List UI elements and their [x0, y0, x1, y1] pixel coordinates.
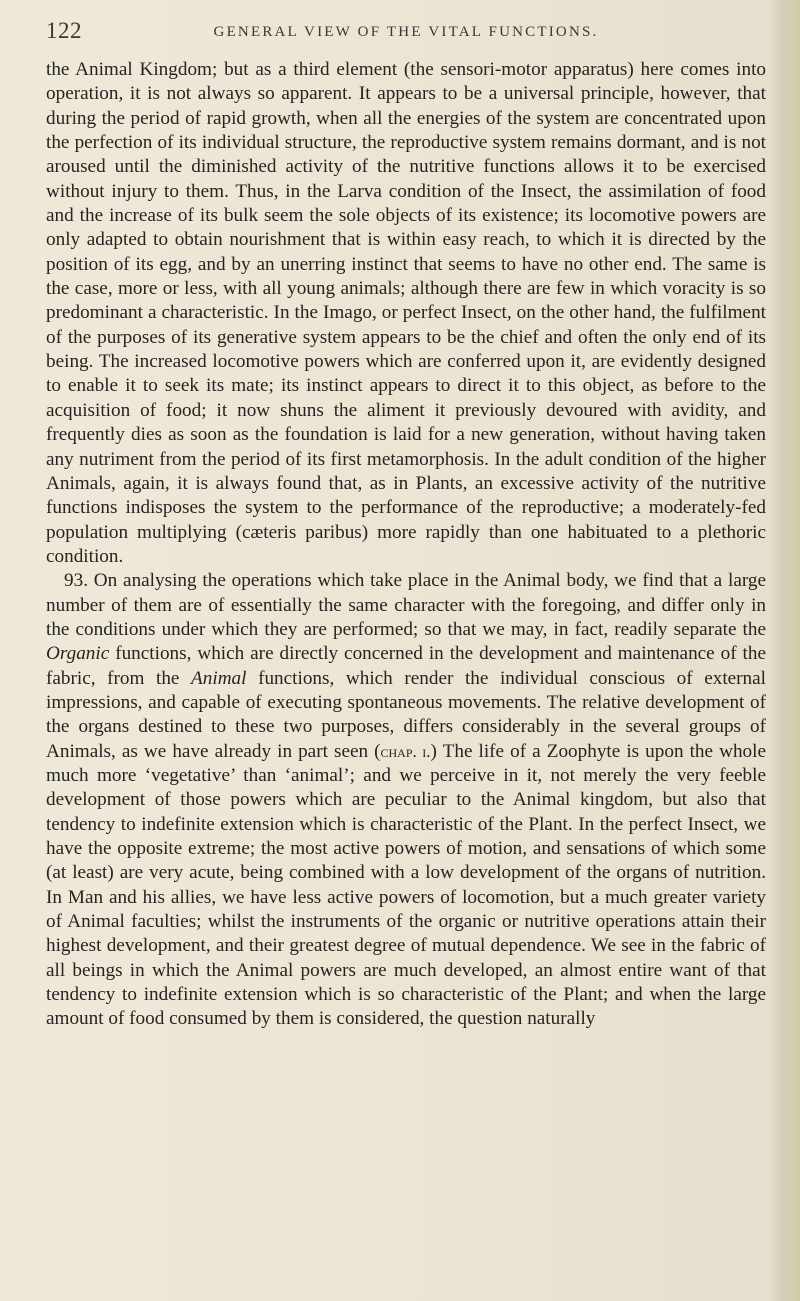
- page-number: 122: [46, 18, 82, 43]
- italic-term: Animal: [191, 667, 247, 689]
- page-edge-shadow: [770, 0, 800, 1301]
- paragraph-section-93: [46, 569, 766, 1032]
- text-run: functions, which render the individual conscious of external impressions, and capable of executing spontaneous movements. The relative development of the organs destined to these two purposes, differs considerably in the several groups of Animals, as we have already in part seen (: [46, 667, 766, 762]
- body-text: [46, 58, 766, 1032]
- page-header: [46, 18, 766, 58]
- italic-term: Organic: [46, 643, 110, 665]
- text-run: the Animal Kingdom; but as a third element (the sensori-motor apparatus) here comes into operation, it is not always so apparent. It appears to be a universal principle, however, that during the period of rapid growth, when all the energies of the system are concentrated upon the perfection of its individual structure, the reproductive system remains dormant, and is not aroused until the diminished activity of the nutritive functions allows it to be exercised without injury to them. Thus, in the Larva condition of the Insect, the assimilation of food and the increase of its bulk seem the sole objects of its existence; its locomotive powers are only adapted to obtain nourishment that is within easy reach, to which it is directed by the position of its egg, and by an unerring instinct that seems to have no other end. The same is the case, more or less, with all young animals; although there are few in which voracity is so predominant a characteristic. In the Imago, or perfect Insect, on the other hand, the fulfilment of the purposes of its generative system appears to be the chief and often the only end of its being. The increased locomotive powers which are conferred upon it, are evidently designed to enable it to seek its mate; its instinct appears to direct it to this object, as before to the acquisition of food; it now shuns the aliment it previously devoured with avidity, and frequently dies as soon as the foundation is laid for a new generation, without having taken any nutriment from the period of its first metamorphosis. In the adult condition of the higher Animals, again, it is always found that, as in Plants, an excessive activity of the nutritive functions indisposes the system to the performance of the reproductive; a moderately-fed population multiplying (cæteris paribus) more rapidly than one habituated to a plethoric condition.: [46, 59, 766, 567]
- chapter-reference: chap. i.: [380, 741, 431, 761]
- text-run: 93.: [64, 570, 94, 592]
- paragraph: [46, 58, 766, 569]
- text-run: On analysing the operations which take place in the Animal body, we find that a large number of them are of essentially the same character with the foregoing, and differ only in the conditions under which they are performed; so that we may, in fact, readily separate the: [46, 570, 766, 640]
- text-run: functions, which are directly concerned in the development and maintenance of the fabric, from the: [46, 643, 766, 689]
- text-run: ) The life of a Zoophyte is upon the whole much more ‘vegetative’ than ‘animal’; and we perceive in it, not merely the very feeble development of those powers which are peculiar to the Animal kingdom, but also that tendency to indefinite extension which is characteristic of the Plant. In the perfect Insect, we have the opposite extreme; the most active powers of motion, and sensations of which some (at least) are very acute, being combined with a low development of the organs of nutrition. In Man and his allies, we have less active powers of locomotion, but a much greater variety of Animal faculties; whilst the instruments of the organic or nutritive operations attain their highest development, and their greatest degree of mutual dependence. We see in the fabric of all beings in which the Animal powers are much developed, an almost entire want of that tendency to indefinite extension which is so characteristic of the Plant; and when the large amount of food consumed by them is considered, the question naturally: [46, 740, 766, 1030]
- running-title: GENERAL VIEW OF THE VITAL FUNCTIONS.: [213, 24, 599, 40]
